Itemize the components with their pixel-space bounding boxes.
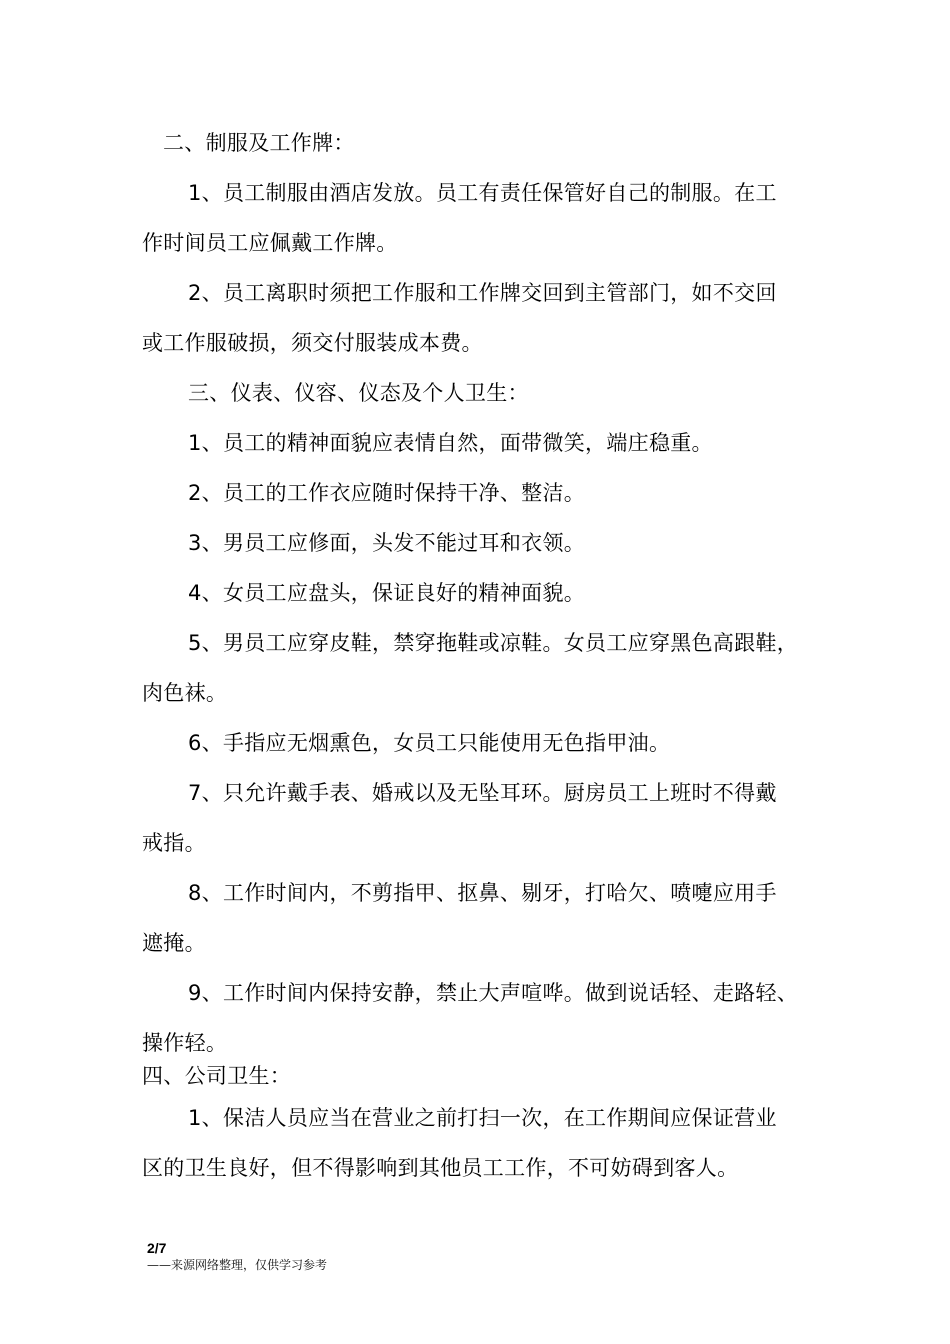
paragraph-line: 3、男员工应修面，头发不能过耳和衣领。	[188, 531, 586, 555]
paragraph-line: 8、工作时间内，不剪指甲、抠鼻、剔牙，打哈欠、喷嚏应用手	[188, 881, 777, 905]
paragraph-line: 6、手指应无烟熏色，女员工只能使用无色指甲油。	[188, 731, 671, 755]
paragraph-line: 操作轻。	[142, 1031, 228, 1055]
section-heading: 四、公司卫生：	[142, 1064, 292, 1088]
section-heading: 三、仪表、仪容、仪态及个人卫生：	[188, 381, 529, 405]
paragraph-line: 或工作服破损，须交付服装成本费。	[142, 331, 483, 355]
paragraph-line: 2、员工的工作衣应随时保持干净、整洁。	[188, 481, 586, 505]
paragraph-line: 1、员工制服由酒店发放。员工有责任保管好自己的制服。在工	[188, 181, 777, 205]
paragraph-line: 1、保洁人员应当在营业之前打扫一次，在工作期间应保证营业	[188, 1106, 777, 1130]
paragraph-line: 遮掩。	[142, 931, 206, 955]
source-note: ——来源网络整理，仅供学习参考	[147, 1258, 328, 1272]
paragraph-line: 5、男员工应穿皮鞋，禁穿拖鞋或凉鞋。女员工应穿黑色高跟鞋，	[188, 631, 799, 655]
paragraph-line: 区的卫生良好，但不得影响到其他员工工作，不可妨碍到客人。	[142, 1156, 739, 1180]
paragraph-line: 7、只允许戴手表、婚戒以及无坠耳环。厨房员工上班时不得戴	[188, 781, 777, 805]
page-number: 2/7	[147, 1240, 167, 1256]
paragraph-line: 肉色袜。	[142, 681, 228, 705]
paragraph-line: 1、员工的精神面貌应表情自然，面带微笑，端庄稳重。	[188, 431, 713, 455]
paragraph-line: 2、员工离职时须把工作服和工作牌交回到主管部门，如不交回	[188, 281, 777, 305]
section-heading: 二、制服及工作牌：	[163, 131, 355, 155]
paragraph-line: 9、工作时间内保持安静，禁止大声喧哗。做到说话轻、走路轻、	[188, 981, 799, 1005]
paragraph-line: 作时间员工应佩戴工作牌。	[142, 231, 398, 255]
paragraph-line: 4、女员工应盘头，保证良好的精神面貌。	[188, 581, 586, 605]
paragraph-line: 戒指。	[142, 831, 206, 855]
